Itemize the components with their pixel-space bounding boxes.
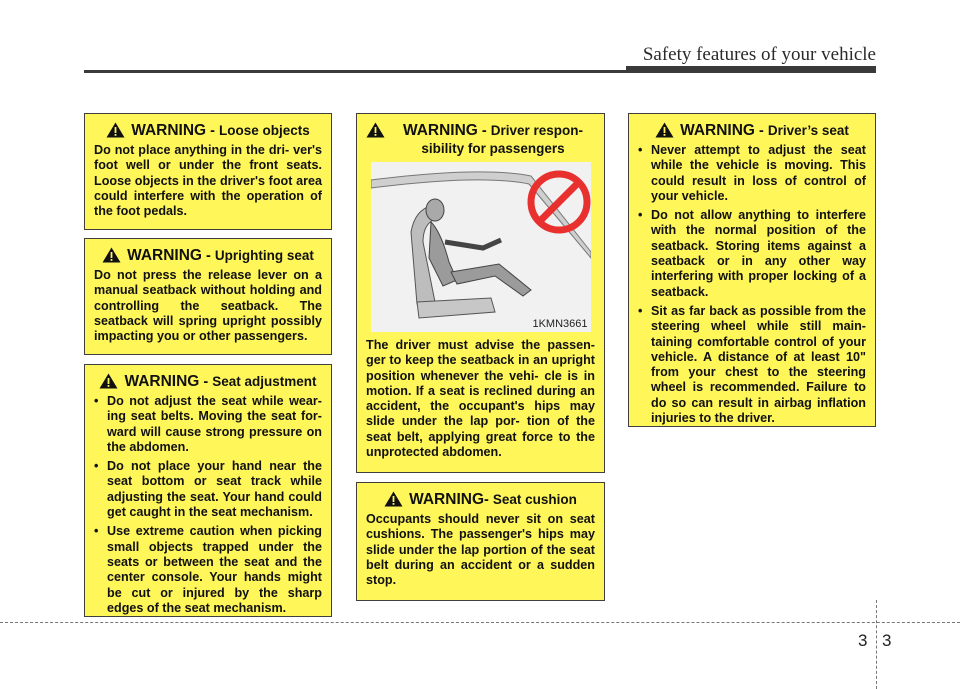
warning-title: WARNING- Seat cushion bbox=[366, 491, 595, 509]
warning-drivers-seat bbox=[628, 113, 876, 427]
warning-list bbox=[638, 143, 866, 426]
warning-subject: Seat cushion bbox=[492, 492, 577, 507]
figure-reference-code: 1KMN3661 bbox=[532, 318, 588, 330]
list-item: • Do not adjust the seat while wear- ing seat belts. Moving the seat for- ward will cause strong pressure on the abdomen. bbox=[94, 394, 322, 455]
footer-divider bbox=[0, 622, 960, 623]
reclined-passenger-illustration bbox=[371, 162, 591, 332]
warning-triangle-icon bbox=[655, 122, 674, 138]
warning-triangle-icon bbox=[384, 491, 403, 507]
warning-text: Do not place anything in the dri- ver's foot well or under the front seats. Loose objects in the driver's foot area could interfere with the operation of the foot pedals. bbox=[94, 143, 322, 219]
warning-list bbox=[94, 394, 322, 616]
warning-label: WARNING bbox=[124, 373, 200, 390]
list-item: • Use extreme caution when picking small objects trapped under the seats or between the seat and the center console. Your hands might be cut or injured by the sharp edges of the seat mechanism. bbox=[94, 524, 322, 616]
warning-text: Occupants should never sit on seat cushions. The passenger's hips may slide under the lap portion of the seat belt during an accident or a sudden stop. bbox=[366, 512, 595, 588]
warning-title: WARNING - Uprighting seat bbox=[94, 247, 322, 265]
warning-title: WARNING - Driver respon- sibility for passengers bbox=[366, 122, 595, 158]
warning-triangle-icon bbox=[99, 373, 118, 389]
section-number: 3 bbox=[858, 631, 868, 650]
warning-subject: Uprighting seat bbox=[214, 248, 314, 263]
list-item: • Sit as far back as possible from the steering wheel while still main- taining comfortable control of your vehicle. A distance of at least 10" from your chest to the steering wheel is recommended. Failure to do so can result in airbag inflation injuries to the driver. bbox=[638, 304, 866, 426]
warning-subject: Driver’s seat bbox=[767, 123, 849, 138]
list-item: • Do not place your hand near the seat bottom or seat track while adjusting the seat. Your hand could get caught in the seat mechanism. bbox=[94, 459, 322, 520]
warning-seat-adjustment bbox=[84, 364, 332, 617]
page-number-divider bbox=[876, 600, 877, 689]
warning-title: WARNING - Driver’s seat bbox=[638, 122, 866, 140]
warning-subject: Driver respon- sibility for passengers bbox=[421, 123, 584, 156]
list-item: • Never attempt to adjust the seat while the vehicle is moving. This could result in loss of control of your vehicle. bbox=[638, 143, 866, 204]
page-header-title: Safety features of your vehicle bbox=[642, 44, 876, 65]
warning-subject: Loose objects bbox=[219, 123, 310, 138]
reclined-seat-figure-icon bbox=[371, 162, 591, 332]
warning-triangle-icon bbox=[106, 122, 125, 138]
warning-text: The driver must advise the passen- ger to keep the seatback in an upright position whenever the vehi- cle is in motion. If a seat is reclined during an accident, the occupant's hips may slide under the lap por- tion of the seat belt, applying great force to the unprotected abdomen. bbox=[366, 338, 595, 460]
warning-subject: Seat adjustment bbox=[212, 374, 317, 389]
header-rule-accent bbox=[626, 66, 876, 73]
warning-label: WARNING bbox=[131, 122, 207, 139]
warning-label: WARNING bbox=[680, 122, 755, 139]
warning-seat-cushion bbox=[356, 482, 605, 601]
warning-label: WARNING bbox=[402, 122, 478, 139]
warning-text: Do not press the release lever on a manual seatback without holding and controlling the seatback. The seatback will spring upright possibly impacting you or other passengers. bbox=[94, 268, 322, 344]
warning-title: WARNING - Seat adjustment bbox=[94, 373, 322, 391]
warning-triangle-icon bbox=[102, 247, 121, 263]
warning-loose-objects bbox=[84, 113, 332, 230]
warning-title: WARNING - Loose objects bbox=[94, 122, 322, 140]
warning-driver-responsibility bbox=[356, 113, 605, 473]
page-number: 3 bbox=[882, 631, 892, 650]
warning-label: WARNING bbox=[409, 491, 485, 508]
warning-label: WARNING bbox=[127, 247, 202, 264]
warning-uprighting-seat bbox=[84, 238, 332, 355]
list-item: • Do not allow anything to interfere with the normal position of the seatback. Storing items against a seatback or in any other way interfering with proper locking of a seatback. bbox=[638, 208, 866, 300]
warning-triangle-icon bbox=[366, 122, 385, 138]
